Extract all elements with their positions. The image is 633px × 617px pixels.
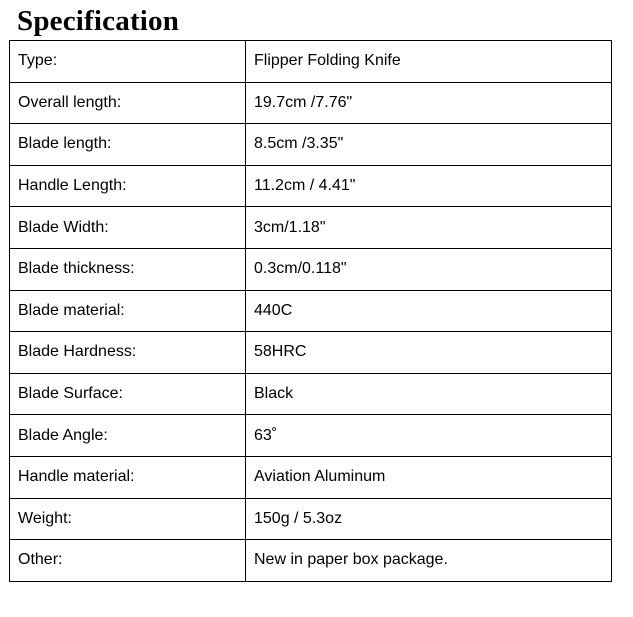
spec-value: 58HRC: [246, 332, 612, 374]
spec-value: 440C: [246, 290, 612, 332]
spec-label: Blade Hardness:: [10, 332, 246, 374]
spec-value: Flipper Folding Knife: [246, 41, 612, 83]
spec-label: Blade Width:: [10, 207, 246, 249]
table-row: [10, 332, 612, 374]
spec-label: Blade length:: [10, 124, 246, 166]
table-row: [10, 540, 612, 582]
spec-value: 8.5cm /3.35": [246, 124, 612, 166]
spec-label: Overall length:: [10, 82, 246, 124]
spec-value: 0.3cm/0.118": [246, 248, 612, 290]
spec-label: Blade Surface:: [10, 373, 246, 415]
table-row: [10, 415, 612, 457]
spec-label: Other:: [10, 540, 246, 582]
table-row: [10, 248, 612, 290]
spec-label: Blade material:: [10, 290, 246, 332]
table-row: [10, 207, 612, 249]
spec-value: New in paper box package.: [246, 540, 612, 582]
spec-label: Blade thickness:: [10, 248, 246, 290]
table-row: [10, 290, 612, 332]
table-row: [10, 498, 612, 540]
table-row: [10, 456, 612, 498]
spec-value: Aviation Aluminum: [246, 456, 612, 498]
page-title: Specification: [17, 5, 180, 37]
table-row: [10, 373, 612, 415]
spec-value: 19.7cm /7.76": [246, 82, 612, 124]
table-row: [10, 82, 612, 124]
spec-label: Weight:: [10, 498, 246, 540]
table-row: [10, 41, 612, 83]
table-row: [10, 124, 612, 166]
spec-value: 3cm/1.18": [246, 207, 612, 249]
spec-label: Type:: [10, 41, 246, 83]
spec-value: 11.2cm / 4.41": [246, 165, 612, 207]
spec-value: 63˚: [246, 415, 612, 457]
table-row: [10, 165, 612, 207]
specification-table: [9, 40, 612, 582]
spec-label: Handle material:: [10, 456, 246, 498]
spec-label: Handle Length:: [10, 165, 246, 207]
spec-label: Blade Angle:: [10, 415, 246, 457]
spec-value: Black: [246, 373, 612, 415]
spec-value: 150g / 5.3oz: [246, 498, 612, 540]
